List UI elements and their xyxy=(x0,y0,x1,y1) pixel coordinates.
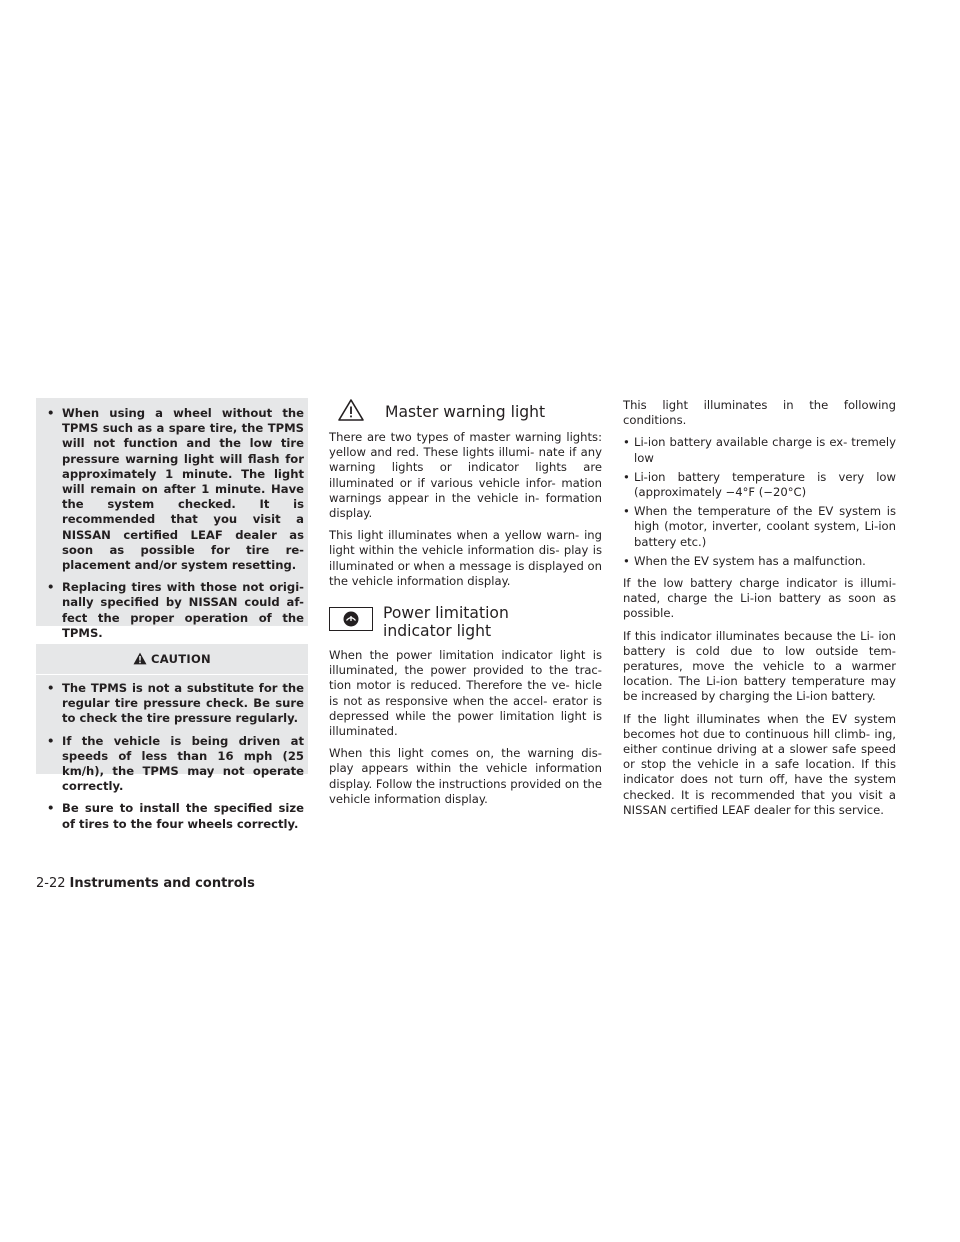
power-limitation-title-line1: Power limitation xyxy=(383,604,509,623)
master-warning-paragraph: There are two types of master warning lights: yellow and red. These lights illumi- nate if any warning lights or indicator lights are illuminated or if various vehicle infor- mation warnings appear in the vehicle in- formation display. xyxy=(329,430,602,521)
master-warning-heading xyxy=(329,398,602,422)
master-warning-title: Master warning light xyxy=(385,403,546,421)
condition-item: • When the EV system has a malfunction. xyxy=(623,554,896,569)
power-limitation-title-line2: indicator light xyxy=(383,622,492,641)
page-footer xyxy=(36,876,255,891)
caution-item: • Be sure to install the specified size of tires to the four wheels correctly. xyxy=(42,801,304,831)
power-limitation-paragraph: When the power limitation indicator light is illuminated, the power provided to the trac- tion motor is reduced. Therefore the ve- hicle is not as responsive when the accel- erator is depressed while the power limitation light is illuminated. xyxy=(329,648,602,739)
power-limitation-icon xyxy=(329,607,373,631)
conditions-intro: This light illuminates in the following conditions. xyxy=(623,398,896,428)
left-column xyxy=(36,398,308,831)
middle-column xyxy=(329,398,602,814)
caution-label: CAUTION xyxy=(151,652,211,666)
power-limitation-paragraph: When this light comes on, the warning dis- play appears within the vehicle information display. Follow the instructions provided on the vehicle information display. xyxy=(329,746,602,806)
conditions-paragraph: If the low battery charge indicator is illumi- nated, charge the Li-ion battery as soon as possible. xyxy=(623,576,896,621)
caution-item: • If the vehicle is being driven at speeds of less than 16 mph (25 km/h), the TPMS may not operate correctly. xyxy=(42,734,304,795)
caution-triangle-icon xyxy=(133,650,147,669)
warning-item: • When using a wheel without the TPMS such as a spare tire, the TPMS will not function and the low tire pressure warning light will flash for approximately 1 minute. The light will remain on after 1 minute. Have the system checked. It is recommended that you visit a NISSAN certified LEAF dealer as soon as possible for tire re- placement and/or system resetting. xyxy=(42,406,304,573)
section-title: Instruments and controls xyxy=(69,876,255,891)
power-limitation-title xyxy=(383,604,509,640)
warning-triangle-icon xyxy=(329,398,373,422)
condition-item: • When the temperature of the EV system is high (motor, inverter, coolant system, Li-ion battery etc.) xyxy=(623,504,896,550)
warning-box xyxy=(36,398,308,640)
warning-item: • Replacing tires with those not origi- nally specified by NISSAN could af- fect the proper operation of the TPMS. xyxy=(42,580,304,641)
conditions-paragraph: If the light illuminates when the EV system becomes hot due to continuous hill climb- ing, either continue driving at a slower safe speed or stop the vehicle in a safe location. If this indicator does not turn off, have the system checked. It is recommended that you visit a NISSAN certified LEAF dealer for this service. xyxy=(623,711,896,817)
caution-header xyxy=(36,644,308,675)
caution-item: • The TPMS is not a substitute for the regular tire pressure check. Be sure to check the tire pressure regularly. xyxy=(42,681,304,727)
caution-list xyxy=(42,681,304,832)
master-warning-paragraph: This light illuminates when a yellow warn- ing light within the vehicle information dis- play is illuminated or when a message is displayed on the vehicle information display. xyxy=(329,528,602,588)
caution-box xyxy=(36,644,308,831)
warning-list xyxy=(42,406,304,641)
page-number: 2-22 xyxy=(36,876,66,891)
conditions-list xyxy=(623,435,896,569)
conditions-paragraph: If this indicator illuminates because the Li- ion battery is cold due to low outside tem- peratures, move the vehicle to a warmer location. The Li-ion battery temperature may be increased by charging the Li-ion battery. xyxy=(623,628,896,704)
condition-item: • Li-ion battery available charge is ex- tremely low xyxy=(623,435,896,465)
power-limitation-heading xyxy=(329,604,602,640)
right-column xyxy=(623,398,896,825)
condition-item: • Li-ion battery temperature is very low (approximately −4°F (−20°C) xyxy=(623,470,896,500)
